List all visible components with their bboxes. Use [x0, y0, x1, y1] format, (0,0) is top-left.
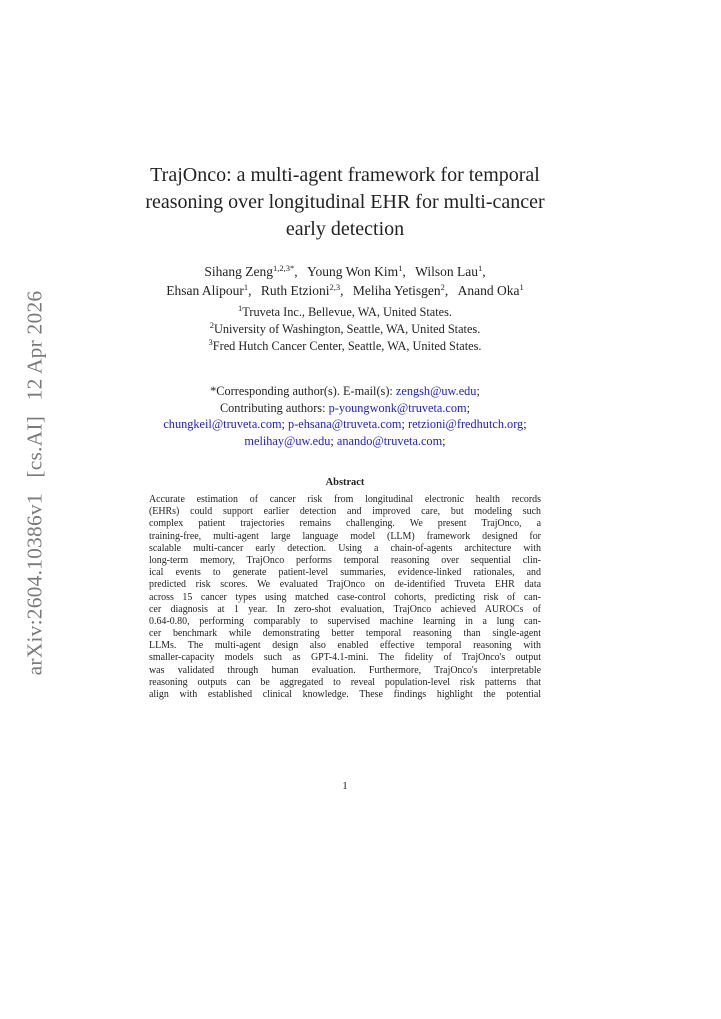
abstract-line: LLMs. The multi-agent design also enabled effective temporal reasoning with [149, 640, 541, 652]
author [458, 283, 524, 298]
email-link[interactable]: melihay@uw.edu [244, 433, 331, 448]
affiliation-text: University of Washington, Seattle, WA, United States. [213, 322, 481, 336]
affiliation [110, 321, 580, 338]
affiliation [110, 338, 580, 355]
author-name: Anand Oka [457, 283, 520, 298]
affiliation-marker: 1 [238, 303, 243, 313]
author-name: Ruth Etzioni [260, 283, 330, 298]
author-list [110, 262, 580, 300]
email-link[interactable]: retzioni@fredhutch.org [407, 417, 524, 431]
abstract-line: 0.64-0.80, performing comparably to supervised machine learning in a lung can- [149, 615, 541, 627]
affiliation [110, 304, 580, 321]
author-name: Sihang Zeng [204, 264, 274, 279]
abstract-line: training-free, multi-agent large language model (LLM) framework designed for [149, 530, 541, 542]
corresponding-author-line: *Corresponding author(s). E-mail(s): zengsh@uw.edu; [210, 384, 480, 398]
correspondence-block [110, 383, 580, 449]
abstract-line: align with established clinical knowledge. These findings highlight the potential [149, 689, 541, 700]
author: Meliha Yetisgen$^2$, [352, 282, 449, 298]
arxiv-date: 12 Apr 2026 [22, 290, 47, 401]
email-link[interactable]: p-ehsana@truveta.com [288, 417, 402, 431]
abstract-line: reasoning outputs can be aggregated to reveal population-level risk patterns that [149, 676, 541, 688]
author-affiliation-marker: 1,2,3* [273, 263, 295, 273]
arxiv-category: [cs.AI] [22, 415, 47, 478]
author: Ruth Etzioni$^{2,3}$, [260, 282, 344, 298]
abstract-body [149, 494, 541, 701]
abstract-line: complex patient trajectories remains challenging. We present TrajOnco, a [149, 518, 541, 530]
author: Sihang Zeng$^{1,2,3*}$, [204, 263, 298, 279]
email-link[interactable]: anando@truveta.com [336, 433, 443, 448]
abstract-line: cer diagnosis at 1 year. In zero-shot evaluation, TrajOnco achieved AUROCs of [149, 603, 541, 615]
abstract-line: ical events to generate patient-level summaries, evidence-linked rationales, and [149, 567, 541, 579]
abstract-line: smaller-capacity models such as GPT-4.1-mini. The fidelity of TrajOnco's output [149, 652, 541, 664]
author-line [110, 281, 580, 300]
abstract-line: cer benchmark while demonstrating better temporal reasoning than single-agent [149, 628, 541, 640]
contributing-emails-line: melihay@uw.edu; anando@truveta.com; [244, 433, 446, 448]
affiliation-text: Fred Hutch Cancer Center, Seattle, WA, United States. [212, 339, 482, 353]
abstract-line: (EHRs) could support earlier detection and improved care, but modeling such [149, 506, 541, 518]
corresponding-email-link[interactable]: zengsh@uw.edu [395, 384, 477, 398]
author-affiliation-marker: 1 [519, 282, 524, 292]
author-name: Young Won Kim [307, 264, 399, 279]
abstract-line: across 15 cancer types using matched case-control cohorts, predicting risk of can- [149, 591, 541, 603]
abstract-heading: Abstract [325, 477, 365, 488]
affiliation-text: Truveta Inc., Bellevue, WA, United States. [242, 305, 452, 319]
paper-title [110, 162, 580, 243]
author-name: Wilson Lau [415, 264, 478, 279]
title-line: reasoning over longitudinal EHR for multi-cancer [145, 191, 545, 213]
author: Wilson Lau$^1$, [415, 263, 486, 279]
abstract-line: scalable multi-cancer early detection. Using a chain-of-agents architecture with [149, 542, 541, 554]
title-line: TrajOnco: a multi-agent framework for temporal [150, 164, 540, 186]
title-line: early detection [285, 218, 405, 240]
contributing-label: Contributing authors: [219, 400, 326, 415]
arxiv-id: arXiv:2604.10386v1 [22, 493, 47, 676]
affiliation-marker: 2 [209, 320, 214, 330]
author-name: Meliha Yetisgen [352, 283, 441, 298]
author-affiliation-marker: 1 [243, 282, 249, 292]
abstract-line: Accurate estimation of cancer risk from longitudinal electronic health records [149, 494, 541, 505]
email-link[interactable]: chungkeil@truveta.com [163, 417, 282, 431]
author-line [110, 262, 580, 281]
contributing-emails-line: chungkeil@truveta.com; p-ehsana@truveta.com; retzioni@fredhutch.org; [163, 417, 527, 431]
abstract-line: was validated through human evaluation. Furthermore, TrajOnco's interpretable [149, 664, 541, 676]
corresponding-label: *Corresponding author(s). E-mail(s): [210, 384, 393, 398]
contributing-authors-line: Contributing authors: p-youngwonk@truveta.com; [219, 400, 471, 415]
email-link[interactable]: p-youngwonk@truveta.com [328, 400, 467, 415]
author-name: Ehsan Alipour [166, 283, 244, 298]
page-number: 1 [342, 780, 348, 792]
abstract-line: long-term memory, TrajOnco performs temporal reasoning over sequential clin- [149, 554, 541, 566]
author-affiliation-marker: 1 [477, 263, 483, 273]
affiliation-list [110, 304, 580, 355]
affiliation-marker: 3 [208, 337, 213, 347]
arxiv-stamp [23, 286, 48, 681]
author-affiliation-marker: 2,3 [329, 282, 341, 292]
author-affiliation-marker: 1 [398, 263, 403, 273]
author-affiliation-marker: 2 [440, 282, 445, 292]
abstract-line: predicted risk scores. We evaluated TrajOnco on de-identified Truveta EHR data [149, 579, 541, 591]
author: Ehsan Alipour$^1$, [166, 282, 252, 298]
author: Young Won Kim$^1$, [307, 263, 406, 279]
